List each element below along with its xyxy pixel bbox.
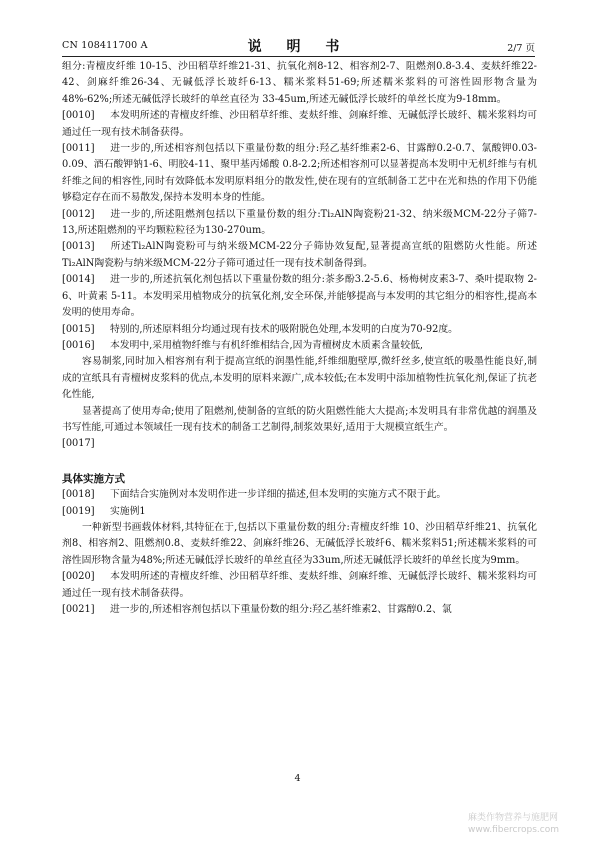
paragraph-0012	[62, 207, 537, 240]
paragraph-0011	[62, 141, 537, 207]
paragraph-text: 本发明所述的青檀皮纤维、沙田稻草纤维、麦麸纤维、剑麻纤维、无碱低浮长玻纤、糯米浆料均可通过任一现有技术制备获得。	[62, 110, 537, 138]
paragraph-number: [0016]	[62, 339, 95, 351]
paragraph-text: 本发明所述的青檀皮纤维、沙田稻草纤维、麦麸纤维、剑麻纤维、无碱低浮长玻纤、糯米浆料均可通过任一现有技术制备获得。	[62, 571, 537, 599]
paragraph-0015	[62, 322, 537, 338]
section-spacer	[62, 453, 537, 469]
paragraph-continuation: 显著提高了使用寿命;使用了阻燃剂,使制备的宣纸的防火阻燃性能大大提高;本发明具有非常优越的润墨及书写性能,可通过本领域任一现有技术的制备工艺制得,制浆效果好,适用于大规模宣纸生产。	[62, 405, 537, 433]
paragraph-0010	[62, 108, 537, 141]
paragraph-number: [0011]	[62, 143, 95, 155]
paragraph-continuation: 容易制浆,同时加入相容剂有利于提高宣纸的润墨性能,纤维细胞壁厚,微纤丝多,使宣纸的吸墨性能良好,制成的宣纸具有青檀树皮浆料的优点,本发明的原料来源广,成本较低;在本发明中添加植物性抗氧化剂,保证了抗老化性能,	[62, 356, 537, 401]
paragraph-text: 进一步的,所述相容剂包括以下重量份数的组分:羟乙基纤维素2、甘露醇0.2、氯	[110, 604, 452, 615]
watermark	[468, 812, 590, 836]
paragraph-text: 所述Ti₂AlN陶瓷粉可与纳米级MCM-22分子筛协效复配,显著提高宣纸的阻燃防火性能。所述Ti₂AlN陶瓷粉与纳米级MCM-22分子筛可通过任一现有技术制备得到。	[62, 241, 537, 269]
page-header	[62, 34, 535, 57]
patent-number: CN 108411700 A	[62, 40, 148, 51]
paragraph-number: [0015]	[62, 323, 95, 335]
paragraph-text: 进一步的,所述阻燃剂包括以下重量份数的组分:Ti₂AlN陶瓷粉21-32、纳米级MCM-22分子筛7-13,所述阻燃剂的平均颗粒粒径为130-270um。	[62, 208, 537, 237]
paragraph-0014	[62, 272, 537, 321]
paragraph-text: 组分:青檀皮纤维 10-15、沙田稻草纤维21-31、抗氧化剂8-12、相容剂2-7、阻燃剂0.8-3.4、麦麸纤维22-42、剑麻纤维26-34、无碱低浮长玻纤6-13、糯米浆料51-69;所述糯米浆料的可溶性固形物含量为48%-62%;所述无碱低浮长玻纤的单丝直径为 33-45um,所述无碱低浮长玻纤的单丝长度为9-18mm。	[62, 61, 537, 105]
paragraph-text: 实施例1	[110, 505, 146, 517]
paragraph-number: [0018]	[62, 489, 95, 501]
watermark-url: www.fibercrops.com	[468, 825, 559, 835]
paragraph-0020	[62, 569, 537, 602]
paragraph-number: [0012]	[62, 208, 95, 220]
document-title: 说 明 书	[247, 39, 350, 55]
paragraph-number: [0017]	[62, 438, 95, 450]
page-info: 2/7 页	[507, 43, 535, 54]
paragraph-0019	[62, 504, 537, 520]
watermark-site-name: 麻类作物营养与施肥网	[468, 813, 559, 823]
document-body	[62, 59, 537, 618]
paragraph-text: 特别的,所述原料组分均通过现有技术的吸附脱色处理,本发明的白度为70-92度。	[110, 323, 458, 335]
page-number: 4	[294, 773, 301, 784]
paragraph-number: [0013]	[62, 241, 95, 253]
paragraph-0013	[62, 239, 537, 272]
paragraph-continued	[62, 59, 537, 108]
paragraph-number: [0010]	[62, 110, 95, 122]
paragraph-0016	[62, 338, 537, 354]
paragraph-text: 进一步的,所述相容剂包括以下重量份数的组分:羟乙基纤维素2-6、甘露醇0.2-0.7、氯酸钾0.03-0.09、酒石酸钾钠1-6、明胶4-11、聚甲基丙烯酸 0.8-2.2;所述相容剂可以显著提高本发明中无机纤维与有机纤维之间的相容性,同时有效降低本发明原料组分的散发性,使在现有的宣纸制备工艺中在光和热的作用下仍能够稳定存在而不易散发,保持本发明本身的性能。	[62, 143, 537, 204]
paragraph-text: 本发明中,采用植物纤维与有机纤维相结合,因为青檀树皮木质素含量较低,	[110, 339, 424, 351]
paragraph-number: [0021]	[62, 604, 95, 615]
example-paragraph: 一种新型书画载体材料,其特征在于,包括以下重量份数的组分:青檀皮纤维 10、沙田稻草纤维21、抗氧化剂8、相容剂2、阻燃剂0.8、麦麸纤维22、剑麻纤维26、无碱低浮长玻纤6、糯米浆料51;所述糯米浆料的可溶性固形物含量为48%;所述无碱低浮长玻纤的单丝直径为33um,所述无碱低浮长玻纤的单丝长度为9mm。	[62, 521, 537, 566]
section-heading: 具体实施方式	[62, 472, 125, 485]
paragraph-0018	[62, 487, 537, 503]
paragraph-number: [0019]	[62, 505, 95, 517]
paragraph-number: [0020]	[62, 571, 95, 583]
paragraph-text: 进一步的,所述抗氧化剂包括以下重量份数的组分:茶多酚3.2-5.6、杨梅树皮素3-7、桑叶提取物 2-6、叶黄素 5-11。本发明采用植物成分的抗氧化剂,安全环保,并能够提高与本发明的其它组分的相容性,提高本发明的使用寿命。	[62, 274, 537, 319]
paragraph-0021	[62, 602, 537, 618]
paragraph-number: [0014]	[62, 274, 95, 286]
paragraph-0017	[62, 436, 537, 452]
paragraph-text: 下面结合实施例对本发明作进一步详细的描述,但本发明的实施方式不限于此。	[110, 489, 447, 501]
